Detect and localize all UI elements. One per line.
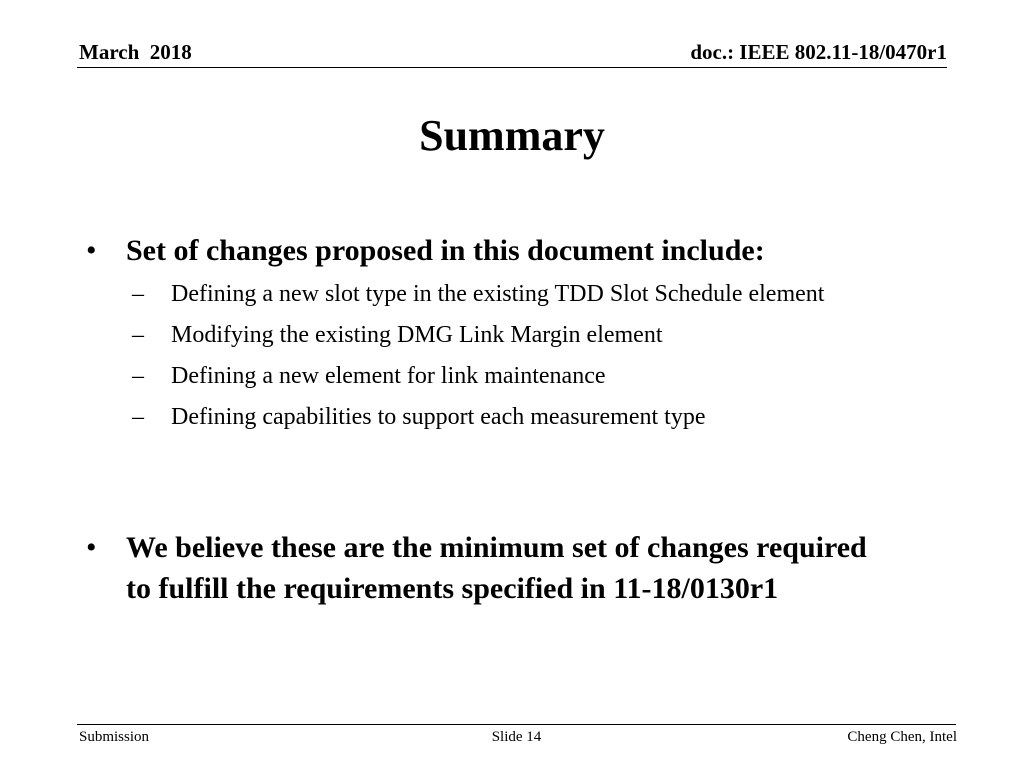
sub-bullet-text: Defining capabilities to support each measurement type xyxy=(171,404,706,430)
bullet-marker: • xyxy=(86,234,97,267)
header-divider xyxy=(77,67,947,68)
bullet-marker: • xyxy=(86,531,97,564)
sub-bullet-text: Defining a new element for link maintenance xyxy=(171,363,606,389)
sub-bullet-item xyxy=(132,278,872,311)
header-date: March 2018 xyxy=(79,40,192,64)
footer-author: Cheng Chen, Intel xyxy=(847,729,957,745)
sub-bullet-marker: – xyxy=(132,404,144,430)
sub-bullet-marker: – xyxy=(132,363,144,389)
sub-bullet-item xyxy=(132,401,872,434)
footer-divider xyxy=(77,724,956,725)
sub-bullet-item xyxy=(132,319,872,352)
sub-bullet-item xyxy=(132,360,872,393)
header-doc-id: doc.: IEEE 802.11-18/0470r1 xyxy=(690,40,947,64)
bullet-text: We believe these are the minimum set of changes required to fulfill the requirements specified in 11-18/0130r1 xyxy=(126,531,867,605)
slide-title: Summary xyxy=(419,111,605,160)
sub-bullet-list xyxy=(132,278,872,442)
sub-bullet-marker: – xyxy=(132,322,144,348)
footer-submission: Submission xyxy=(79,729,150,745)
bullet-text: Set of changes proposed in this document include: xyxy=(126,234,765,267)
bullet-item xyxy=(86,527,886,609)
sub-bullet-marker: – xyxy=(132,281,144,307)
sub-bullet-text: Modifying the existing DMG Link Margin element xyxy=(171,322,663,348)
bullet-item xyxy=(86,230,886,271)
footer-slide-number: Slide 14 xyxy=(491,729,542,745)
sub-bullet-text: Defining a new slot type in the existing TDD Slot Schedule element xyxy=(171,281,825,307)
